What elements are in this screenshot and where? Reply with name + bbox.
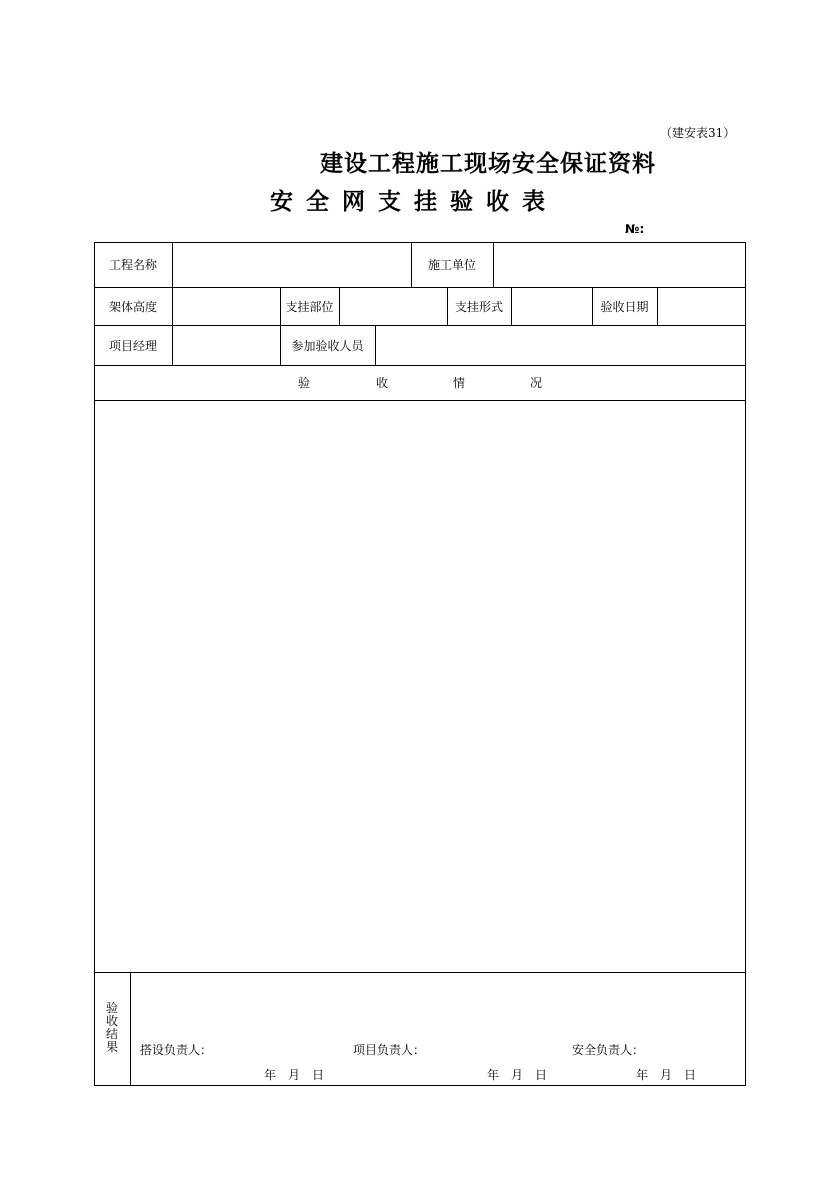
acceptance-date-field[interactable] [658, 288, 745, 324]
support-form-label: 支挂形式 [454, 299, 503, 314]
support-form-field[interactable] [512, 288, 591, 324]
inspectors-label: 参加验收人员 [291, 338, 364, 353]
project-name-label: 工程名称 [108, 258, 157, 272]
situation-char-2: 收 [375, 376, 388, 390]
erector-label: 搭设负责人： [140, 1043, 213, 1057]
form-code: （建安表31） [660, 126, 736, 140]
erector-date: 年 月 日 [264, 1068, 325, 1082]
frame-height-field[interactable] [173, 288, 279, 324]
project-lead-date: 年 月 日 [487, 1068, 548, 1082]
project-manager-label: 项目经理 [108, 338, 157, 353]
form-title: 安全网支挂验收表 [270, 189, 558, 215]
number-label: №: [625, 222, 645, 236]
situation-char-1: 验 [297, 376, 310, 390]
acceptance-date-label: 验收日期 [600, 299, 649, 314]
situation-char-3: 情 [452, 376, 465, 390]
safety-lead-date: 年 月 日 [636, 1068, 697, 1082]
result-body-field[interactable] [131, 973, 745, 1033]
safety-lead-label: 安全负责人： [572, 1043, 645, 1057]
project-manager-field[interactable] [173, 326, 279, 364]
support-part-field[interactable] [340, 288, 446, 324]
frame-height-label: 架体高度 [108, 299, 157, 314]
construction-unit-field[interactable] [494, 243, 745, 286]
inspectors-field[interactable] [376, 326, 745, 364]
support-part-label: 支挂部位 [285, 299, 334, 314]
project-lead-label: 项目负责人： [353, 1043, 426, 1057]
situation-char-4: 况 [529, 376, 542, 390]
project-name-field[interactable] [173, 243, 410, 286]
page-title: 建设工程施工现场安全保证资料 [320, 151, 656, 177]
result-label: 验收结果 [105, 1001, 118, 1054]
construction-unit-label: 施工单位 [427, 258, 476, 272]
situation-body-field[interactable] [95, 401, 745, 971]
